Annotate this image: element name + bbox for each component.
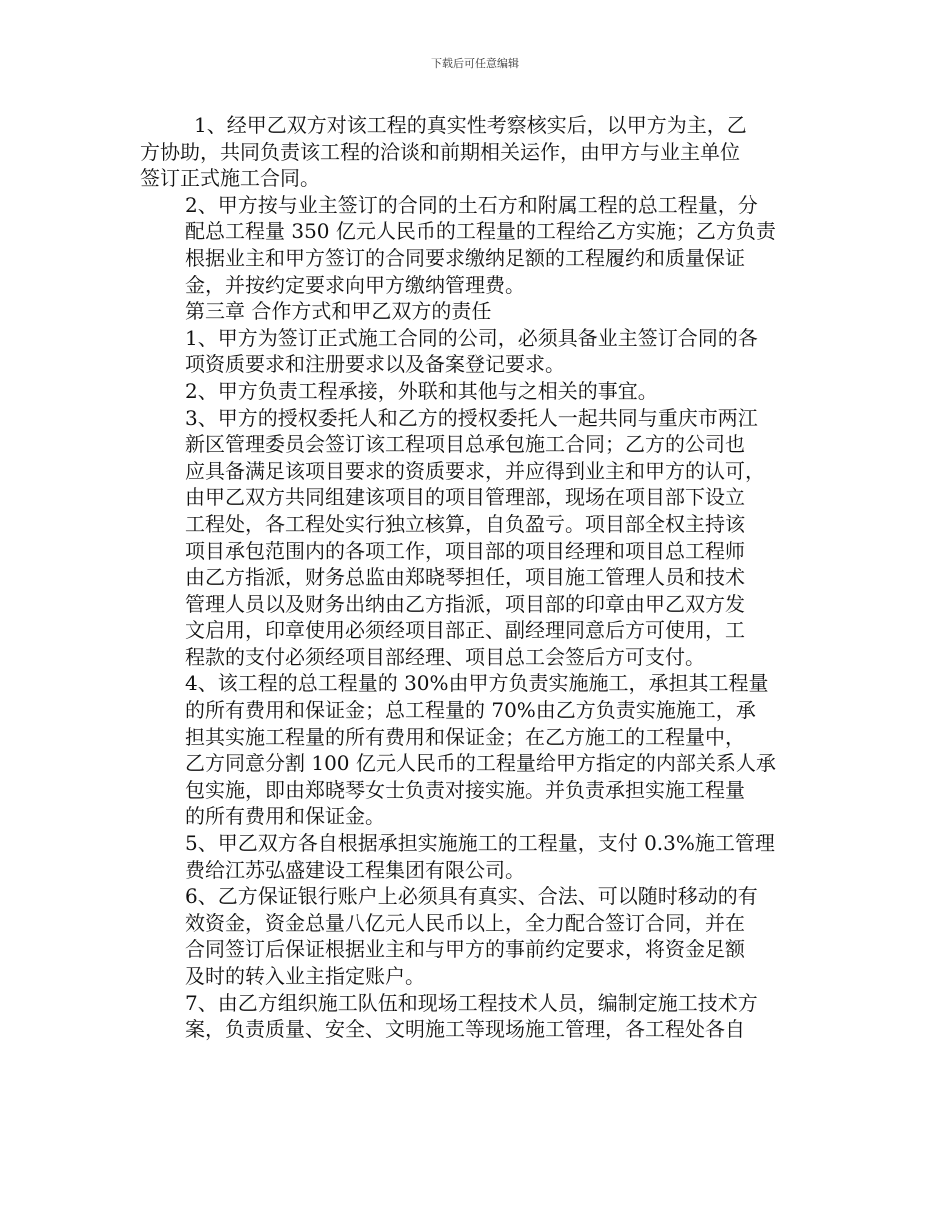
text-line: 的所有费用和保证金。 [185,804,385,829]
text-line: 4、该工程的总工程量的 30%由甲方负责实施施工，承担其工程量 [185,671,769,696]
text-line: 工程处，各工程处实行独立核算，自负盈亏。项目部全权主持该 [185,511,745,536]
text-line: 6、乙方保证银行账户上必须具有真实、合法、可以随时移动的有 [185,884,758,909]
paragraph [140,830,820,883]
text-line: 的所有费用和保证金；总工程量的 70%由乙方负责实施施工，承 [185,698,756,723]
text-line: 配总工程量 350 亿元人民币的工程量的工程给乙方实施；乙方负责 [185,219,776,244]
text-line: 文启用，印章使用必须经项目部正、副经理同意后方可使用，工 [185,618,745,643]
text-line: 应具备满足该项目要求的资质要求，并应得到业主和甲方的认可， [185,458,765,483]
text-line: 及时的转入业主指定账户。 [185,964,425,988]
text-line: 案，负责质量、安全、文明施工等现场施工管理，各工程处各自 [185,1017,745,1042]
document-body [140,112,820,1043]
text-line: 费给江苏弘盛建设工程集团有限公司。 [185,857,525,882]
text-line: 2、甲方按与业主签订的合同的土石方和附属工程的总工程量，分 [185,192,758,217]
text-line: 由甲乙双方共同组建该项目的项目管理部，现场在项目部下设立 [185,485,745,510]
text-line: 项目承包范围内的各项工作，项目部的项目经理和项目总工程师 [185,538,745,563]
paragraph [140,405,820,671]
text-line: 签订正式施工合同。 [140,166,320,191]
text-line: 方协助，共同负责该工程的洽谈和前期相关运作，由甲方与业主单位 [140,139,740,164]
paragraph [140,298,820,325]
text-line: 金，并按约定要求向甲方缴纳管理费。 [185,272,525,297]
text-line: 第三章 合作方式和甲乙双方的责任 [185,299,492,324]
text-line: 3、甲方的授权委托人和乙方的授权委托人一起共同与重庆市两江 [185,405,758,430]
text-line: 乙方同意分割 100 亿元人民币的工程量给甲方指定的内部关系人承 [185,751,776,776]
text-line: 新区管理委员会签订该工程项目总承包施工合同；乙方的公司也 [185,432,745,457]
text-line: 合同签订后保证根据业主和与甲方的事前约定要求，将资金足额 [185,937,745,962]
paragraph [140,990,820,1043]
text-line: 效资金，资金总量八亿元人民币以上，全力配合签订合同，并在 [185,910,745,935]
text-line: 7、由乙方组织施工队伍和现场工程技术人员，编制定施工技术方 [185,990,758,1015]
paragraph [140,112,820,192]
text-line: 担其实施工程量的所有费用和保证金；在乙方施工的工程量中， [185,724,745,749]
text-line: 包实施，即由郑晓琴女士负责对接实施。并负责承担实施工程量 [185,777,745,802]
paragraph [140,883,820,989]
paragraph [140,325,820,378]
text-line: 程款的支付必须经项目部经理、项目总工会签后方可支付。 [185,644,705,669]
text-line: 由乙方指派，财务总监由郑晓琴担任，项目施工管理人员和技术 [185,565,745,590]
text-line: 项资质要求和注册要求以及备案登记要求。 [185,352,565,377]
paragraph [140,670,820,830]
text-line: 1、甲方为签订正式施工合同的公司，必须具备业主签订合同的各 [185,325,758,350]
paragraph [140,378,820,405]
text-line: 2、甲方负责工程承接，外联和其他与之相关的事宜。 [185,378,658,403]
paragraph [140,192,820,298]
text-line: 根据业主和甲方签订的合同要求缴纳足额的工程履约和质量保证 [185,245,745,270]
text-line: 管理人员以及财务出纳由乙方指派，项目部的印章由甲乙双方发 [185,591,745,616]
text-line: 1、经甲乙双方对该工程的真实性考察核实后，以甲方为主，乙 [194,113,747,137]
page-header: 下载后可任意编辑 [431,57,519,70]
text-line: 5、甲乙双方各自根据承担实施施工的工程量，支付 0.3%施工管理 [185,831,775,856]
